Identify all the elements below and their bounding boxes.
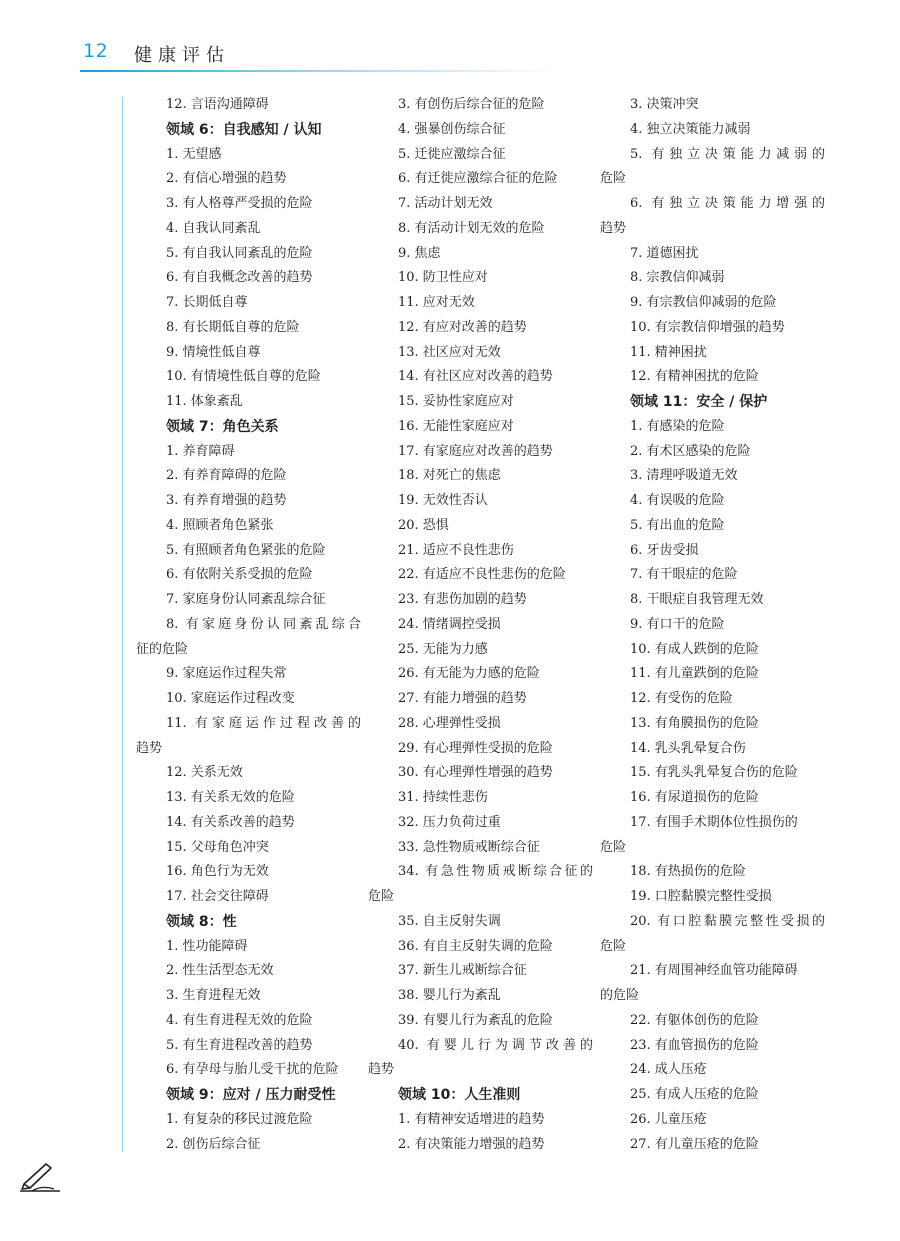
list-item: 7. 道德困扰: [630, 245, 699, 261]
margin-rule: [122, 97, 123, 1152]
book-title: 健康评估: [134, 45, 230, 66]
list-item: 1. 性功能障碍: [166, 938, 248, 954]
list-item: 35. 自主反射失调: [398, 913, 501, 929]
list-item: 6. 牙齿受损: [630, 542, 699, 558]
list-item: 21. 有周围神经血管功能障碍: [630, 963, 798, 979]
section-heading: 领域 9：应对 / 压力耐受性: [166, 1087, 336, 1103]
list-item: 2. 性生活型态无效: [166, 963, 274, 979]
list-item-continuation: 趋势: [136, 740, 163, 756]
list-item: 34. 有急性物质戒断综合征的: [398, 864, 593, 880]
list-item: 26. 儿童压疮: [630, 1111, 707, 1127]
list-item: 9. 家庭运作过程失常: [166, 666, 287, 682]
list-item: 7. 家庭身份认同紊乱综合征: [166, 592, 326, 607]
list-item: 11. 精神困扰: [630, 344, 707, 360]
list-item: 37. 新生儿戒断综合征: [398, 963, 527, 979]
list-item: 10. 有成人跌倒的危险: [630, 641, 759, 657]
list-item: 3. 清理呼吸道无效: [630, 468, 738, 484]
list-item: 1. 有精神安适增进的趋势: [398, 1111, 545, 1127]
list-item: 1. 无望感: [166, 146, 222, 162]
list-item: 9. 有口干的危险: [630, 616, 725, 632]
list-item: 3. 有创伤后综合征的危险: [398, 97, 545, 112]
list-item: 10. 有宗教信仰增强的趋势: [630, 319, 785, 335]
list-item: 6. 有自我概念改善的趋势: [166, 270, 313, 286]
list-item: 16. 无能性家庭应对: [398, 418, 514, 434]
list-item: 23. 有悲伤加剧的趋势: [398, 592, 527, 607]
list-item: 20. 有口腔黏膜完整性受损的: [630, 913, 825, 929]
list-item: 24. 成人压疮: [630, 1062, 707, 1078]
list-item: 8. 干眼症自我管理无效: [630, 592, 764, 607]
list-item: 9. 情境性低自尊: [166, 344, 261, 360]
page-number: 12: [83, 40, 109, 62]
list-item: 7. 有干眼症的危险: [630, 567, 738, 583]
list-item: 11. 应对无效: [398, 295, 475, 310]
list-item: 8. 有长期低自尊的危险: [166, 319, 300, 335]
list-item: 3. 生育进程无效: [166, 988, 261, 1003]
list-item: 28. 心理弹性受损: [398, 715, 501, 731]
list-item: 18. 有热损伤的危险: [630, 864, 746, 880]
list-item: 2. 有术区感染的危险: [630, 443, 751, 459]
list-item: 4. 强暴创伤综合征: [398, 121, 506, 137]
list-item: 9. 有宗教信仰减弱的危险: [630, 295, 777, 310]
list-item: 11. 有儿童跌倒的危险: [630, 666, 759, 682]
list-item: 5. 有独立决策能力减弱的: [630, 146, 825, 162]
list-item: 12. 关系无效: [166, 765, 243, 781]
list-item: 2. 有决策能力增强的趋势: [398, 1136, 545, 1152]
list-item: 15. 妥协性家庭应对: [398, 394, 514, 409]
list-item: 12. 有应对改善的趋势: [398, 319, 527, 335]
list-item: 20. 恐惧: [398, 517, 449, 533]
list-item: 4. 有误吸的危险: [630, 493, 725, 508]
list-item: 1. 养育障碍: [166, 443, 235, 459]
list-item: 6. 有孕母与胎儿受干扰的危险: [166, 1062, 339, 1078]
list-item: 5. 有照顾者角色紧张的危险: [166, 542, 326, 558]
list-item-continuation: 趋势: [600, 220, 627, 236]
list-item: 13. 有角膜损伤的危险: [630, 715, 759, 731]
list-item: 23. 有血管损伤的危险: [630, 1037, 759, 1053]
list-item: 36. 有自主反射失调的危险: [398, 938, 553, 954]
list-item: 32. 压力负荷过重: [398, 814, 501, 830]
list-item: 5. 迁徙应激综合征: [398, 146, 506, 162]
list-item-continuation: 危险: [600, 938, 627, 954]
list-item: 39. 有婴儿行为紊乱的危险: [398, 1012, 553, 1028]
list-item: 16. 角色行为无效: [166, 864, 269, 880]
section-heading: 领域 11：安全 / 保护: [630, 394, 768, 410]
list-item: 15. 父母角色冲突: [166, 839, 269, 855]
list-item: 4. 有生育进程无效的危险: [166, 1012, 313, 1028]
list-item: 6. 有迁徙应激综合征的危险: [398, 171, 558, 187]
list-item: 4. 独立决策能力减弱: [630, 121, 751, 137]
list-item: 12. 言语沟通障碍: [166, 97, 269, 112]
list-item: 27. 有能力增强的趋势: [398, 691, 527, 706]
list-item: 19. 无效性否认: [398, 493, 488, 508]
list-item: 17. 社会交往障碍: [166, 889, 269, 904]
list-item: 30. 有心理弹性增强的趋势: [398, 765, 553, 781]
list-item: 14. 乳头乳晕复合伤: [630, 740, 746, 756]
list-item: 11. 有家庭运作过程改善的: [166, 715, 361, 731]
list-item: 11. 体象紊乱: [166, 394, 243, 409]
list-item-continuation: 征的危险: [136, 641, 189, 657]
page-header: [0, 0, 900, 90]
text-column-2: [368, 93, 593, 1157]
list-item: 2. 有养育障碍的危险: [166, 468, 287, 484]
list-item: 2. 创伤后综合征: [166, 1136, 261, 1152]
list-item: 18. 对死亡的焦虑: [398, 468, 501, 484]
text-column-1: [136, 93, 361, 1157]
list-item: 22. 有适应不良性悲伤的危险: [398, 567, 566, 583]
list-item: 25. 有成人压疮的危险: [630, 1087, 759, 1102]
list-item: 15. 有乳头乳晕复合伤的危险: [630, 765, 798, 781]
list-item: 2. 有信心增强的趋势: [166, 171, 287, 187]
list-item: 12. 有精神困扰的危险: [630, 369, 759, 385]
list-item-continuation: 危险: [600, 839, 627, 855]
list-item: 8. 有活动计划无效的危险: [398, 220, 545, 236]
list-item: 6. 有独立决策能力增强的: [630, 196, 825, 211]
list-item: 24. 情绪调控受损: [398, 616, 501, 632]
list-item: 1. 有复杂的移民过渡危险: [166, 1111, 313, 1127]
text-column-3: [600, 93, 825, 1157]
list-item: 17. 有家庭应对改善的趋势: [398, 443, 553, 459]
list-item: 7. 活动计划无效: [398, 196, 493, 211]
list-item: 14. 有关系改善的趋势: [166, 814, 295, 830]
list-item-continuation: 的危险: [600, 988, 640, 1003]
list-item: 8. 有家庭身份认同紊乱综合: [166, 616, 361, 632]
pen-icon: [18, 1158, 62, 1192]
list-item: 12. 有受伤的危险: [630, 691, 733, 706]
list-item: 31. 持续性悲伤: [398, 790, 488, 805]
list-item: 17. 有围手术期体位性损伤的: [630, 814, 798, 830]
list-item: 14. 有社区应对改善的趋势: [398, 369, 553, 385]
list-item: 26. 有无能为力感的危险: [398, 666, 540, 682]
list-item: 4. 照顾者角色紧张: [166, 517, 274, 533]
header-rule: [80, 70, 560, 72]
list-item: 9. 焦虑: [398, 245, 441, 261]
list-item: 4. 自我认同紊乱: [166, 220, 261, 236]
list-item: 19. 口腔黏膜完整性受损: [630, 889, 772, 904]
list-item: 22. 有躯体创伤的危险: [630, 1012, 759, 1028]
list-item: 10. 有情境性低自尊的危险: [166, 369, 321, 385]
list-item: 8. 宗教信仰减弱: [630, 270, 725, 286]
list-item: 3. 决策冲突: [630, 97, 699, 112]
list-item-continuation: 趋势: [368, 1062, 395, 1078]
section-heading: 领域 6：自我感知 / 认知: [166, 121, 322, 138]
list-item: 16. 有尿道损伤的危险: [630, 790, 759, 805]
section-heading: 领域 10：人生准则: [398, 1087, 521, 1103]
list-item: 33. 急性物质戒断综合征: [398, 839, 540, 855]
list-item: 5. 有生育进程改善的趋势: [166, 1037, 313, 1053]
list-item: 21. 适应不良性悲伤: [398, 542, 514, 558]
list-item: 7. 长期低自尊: [166, 295, 248, 310]
list-item: 13. 有关系无效的危险: [166, 790, 295, 805]
section-heading: 领域 8：性: [166, 913, 237, 930]
section-heading: 领域 7：角色关系: [166, 418, 279, 435]
list-item: 27. 有儿童压疮的危险: [630, 1136, 759, 1152]
list-item: 25. 无能为力感: [398, 641, 488, 657]
list-item: 6. 有依附关系受损的危险: [166, 567, 313, 583]
list-item: 3. 有人格尊严受损的危险: [166, 196, 313, 211]
list-item: 10. 家庭运作过程改变: [166, 691, 295, 706]
list-item: 40. 有婴儿行为调节改善的: [398, 1037, 593, 1053]
list-item-continuation: 危险: [600, 171, 627, 187]
list-item: 29. 有心理弹性受损的危险: [398, 740, 553, 756]
list-item: 5. 有出血的危险: [630, 517, 725, 533]
list-item: 13. 社区应对无效: [398, 344, 501, 360]
list-item: 3. 有养育增强的趋势: [166, 493, 287, 508]
list-item: 5. 有自我认同紊乱的危险: [166, 245, 313, 261]
list-item: 38. 婴儿行为紊乱: [398, 988, 501, 1003]
list-item: 10. 防卫性应对: [398, 270, 488, 286]
list-item-continuation: 危险: [368, 889, 395, 904]
list-item: 1. 有感染的危险: [630, 418, 725, 434]
